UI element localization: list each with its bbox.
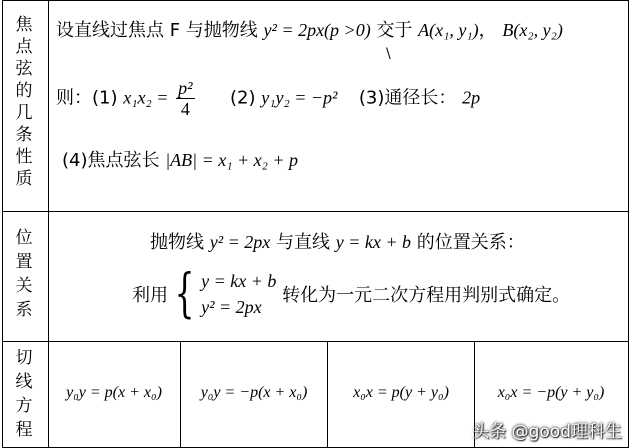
focal-line-2 [56, 78, 480, 119]
label-char: 质 [15, 169, 33, 189]
label-char: 点 [15, 37, 33, 57]
position-parabola-eq: y² = 2px [209, 232, 271, 252]
label-char: 位 [15, 228, 33, 248]
property-4-num: (4) [62, 150, 88, 171]
position-suffix: 的位置关系： [416, 232, 525, 253]
system-eq-2: y² = 2px [201, 297, 262, 317]
intersect-text: 交于 [376, 20, 413, 41]
label-char: 弦 [15, 59, 33, 79]
property-3-text: 通径长： [384, 87, 457, 109]
parabola-equation: y² = 2px(p >0) [263, 20, 371, 40]
use-text: 利用 [132, 285, 168, 306]
property-1-lhs: x₁x₂ = [123, 87, 169, 108]
label-tangent [2, 346, 46, 442]
then-text: 则： [56, 87, 92, 109]
position-mid-text: 与直线 [276, 232, 330, 253]
label-focal-chord [2, 14, 46, 190]
label-position [2, 226, 46, 322]
position-conclusion: 转化为一元二次方程用判别式确定。 [282, 285, 571, 306]
point-b: B(x₂, y₂) [502, 20, 563, 40]
property-3-value: 2p [462, 87, 481, 108]
backslash-mark: \ [386, 46, 391, 62]
comma: ， [478, 20, 497, 41]
watermark: 头条 @good理科生 [472, 422, 622, 442]
label-char: 切 [15, 348, 33, 368]
property-1-fraction [176, 78, 194, 119]
row-divider-1 [2, 211, 629, 212]
tangent-eq-4: x₀x = −p(y + y₀) [497, 384, 605, 401]
label-char: 关 [15, 276, 33, 296]
label-char: 方 [15, 396, 33, 416]
property-4-eq: |AB| = x₁ + x₂ + p [165, 150, 299, 170]
tangent-eq-2: y₀y = −p(x + x₀) [200, 384, 308, 401]
equation-system [201, 268, 276, 320]
table-border-top [2, 0, 629, 1]
label-char: 程 [15, 420, 33, 440]
tangent-eq-3: x₀x = p(y + y₀) [353, 384, 449, 401]
property-4-text: 焦点弦长 [87, 150, 160, 171]
label-char: 置 [15, 252, 33, 272]
property-2-eq: y₁y₂ = −p² [261, 87, 338, 108]
label-char: 条 [15, 125, 33, 145]
position-line-1 [150, 228, 525, 254]
position-line-eq: y = kx + b [335, 232, 411, 252]
fraction-numerator: p² [178, 78, 193, 98]
tangent-eq-1: y₀y = p(x + x₀) [66, 384, 162, 401]
fraction-denominator: 4 [180, 99, 190, 119]
property-2-num: (2) [229, 87, 256, 109]
table-border-right [628, 0, 629, 448]
point-a: A(x₁, y₁) [418, 20, 479, 40]
position-line-2 [132, 264, 571, 324]
property-3-num: (3) [358, 87, 385, 109]
label-char: 性 [15, 147, 33, 167]
label-char: 焦 [15, 15, 33, 35]
focal-line-1 [56, 16, 563, 42]
property-1-num: (1) [92, 87, 118, 109]
left-brace-icon: { [174, 264, 195, 324]
position-prefix: 抛物线 [150, 232, 204, 253]
label-char: 几 [15, 103, 33, 123]
focal-intro-text: 设直线过焦点 F 与抛物线 [56, 20, 258, 41]
focal-line-3 [62, 146, 298, 172]
row-divider-2 [2, 341, 629, 342]
label-char: 线 [15, 372, 33, 392]
system-eq-1: y = kx + b [201, 271, 277, 291]
label-char: 系 [15, 300, 33, 320]
label-char: 的 [15, 81, 33, 101]
